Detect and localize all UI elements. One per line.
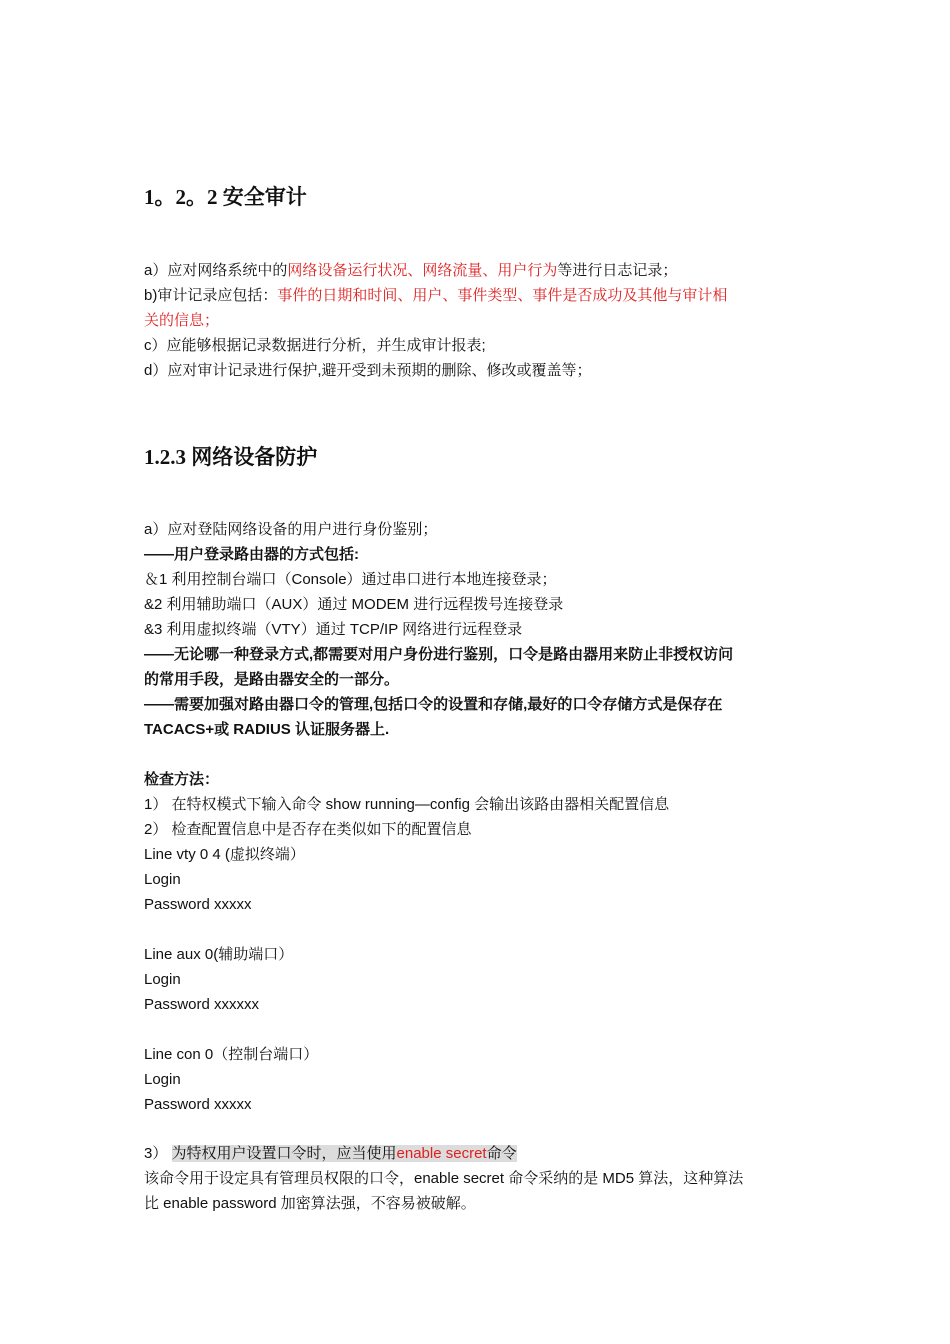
note-2-line-2: TACACS+或 RADIUS 认证服务器上. [144,721,390,738]
note-1-line-1: ——无论哪一种登录方式,都需要对用户身份进行鉴别，口令是路由器用来防止非授权访问 [144,646,734,663]
audit-item-b-prefix: b)审计记录应包括： [144,287,278,304]
config-vty-login: Login [144,871,181,888]
audit-item-b [144,283,814,308]
enable-secret-keyword: enable secret [396,1145,487,1162]
audit-item-d: d）应对审计记录进行保护,避开受到未预期的删除、修改或覆盖等； [144,362,592,379]
config-con-login: Login [144,1071,181,1088]
audit-item-a-suffix: 等进行日志记录； [557,262,678,279]
config-con-password: Password xxxxx [144,1096,252,1113]
audit-item-b-highlight-2: 关的信息； [144,312,220,329]
login-methods-title: ——用户登录路由器的方式包括: [144,546,359,563]
audit-item-a-highlight: 网络设备运行状况、网络流量、用户行为 [287,262,558,279]
check-step-3-prefix: 为特权用户设置口令时，应当使用 [171,1145,397,1162]
audit-item-a-prefix: a）应对网络系统中的 [144,262,288,279]
config-vty-line: Line vty 0 4 (虚拟终端） [144,846,305,863]
audit-item-b-highlight-1: 事件的日期和时间、用户、事件类型、事件是否成功及其他与审计相 [277,287,728,304]
login-method-3: &3 利用虚拟终端（VTY）通过 TCP/IP 网络进行远程登录 [144,621,523,638]
section-1-2-3-title: 1.2.3 网络设备防护 [144,445,318,469]
config-con-line: Line con 0（控制台端口） [144,1046,319,1063]
check-step-3-highlighted [172,1145,517,1162]
check-step-3 [144,1141,814,1166]
protection-item-a: a）应对登陆网络设备的用户进行身份鉴别； [144,521,438,538]
note-2-line-1: ——需要加强对路由器口令的管理,包括口令的设置和存储,最好的口令存储方式是保存在 [144,696,723,713]
section-1-2-2-title: 1。2。2 安全审计 [144,185,307,209]
config-aux-password: Password xxxxxx [144,996,260,1013]
check-step-3-suffix: 命令 [486,1145,517,1162]
login-method-2: &2 利用辅助端口（AUX）通过 MODEM 进行远程拨号连接登录 [144,596,564,613]
check-step-3-number: 3） [144,1145,172,1162]
check-method-title: 检查方法： [144,771,220,788]
config-aux-login: Login [144,971,181,988]
login-method-1: ＆1 利用控制台端口（Console）通过串口进行本地连接登录； [144,571,557,588]
explain-line-2: 比 enable password 加密算法强，不容易被破解。 [144,1195,476,1212]
check-step-1: 1） 在特权模式下输入命令 show running—config 会输出该路由器相关配置信息 [144,796,670,813]
config-vty-password: Password xxxxx [144,896,252,913]
audit-item-a [144,258,814,283]
check-step-2: 2） 检查配置信息中是否存在类似如下的配置信息 [144,821,472,838]
note-1-line-2: 的常用手段，是路由器安全的一部分。 [144,671,400,688]
audit-item-c: c）应能够根据记录数据进行分析，并生成审计报表; [144,337,486,354]
explain-line-1: 该命令用于设定具有管理员权限的口令，enable secret 命令采纳的是 MD5 算法，这种算法 [144,1170,744,1187]
config-aux-line: Line aux 0(辅助端口） [144,946,294,963]
